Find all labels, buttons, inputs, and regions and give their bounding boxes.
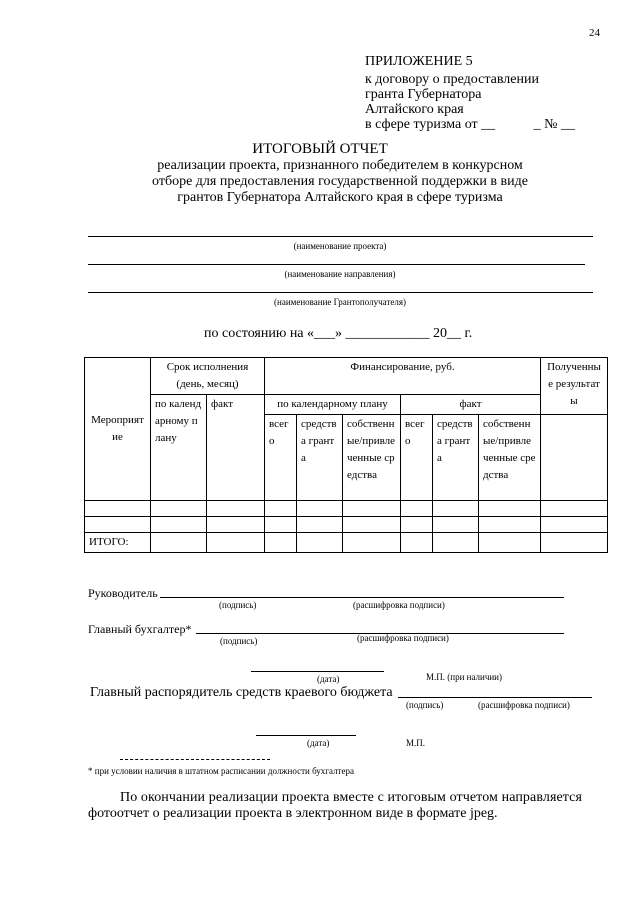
direction-name-line[interactable] — [88, 264, 585, 265]
footnote-separator — [120, 759, 270, 760]
header-term: Срок исполнения (день, месяц) — [151, 358, 265, 395]
project-name-line[interactable] — [88, 236, 593, 237]
head-signature-line[interactable] — [160, 597, 564, 598]
footnote: * при условии наличия в штатном расписании должности бухгалтера — [88, 766, 354, 776]
date-caption-2: (дата) — [307, 738, 330, 748]
report-title: ИТОГОВЫЙ ОТЧЕТ — [252, 141, 388, 157]
recipient-name-line[interactable] — [88, 292, 593, 293]
report-table — [84, 357, 608, 553]
appendix-line1: к договору о предоставлении — [365, 72, 539, 87]
header-funding: Финансирование, руб. — [265, 358, 541, 395]
project-name-caption: (наименование проекта) — [293, 241, 387, 251]
closing-line-2: фотоотчет о реализации проекта в электронном виде в формате jpeg. — [88, 806, 498, 821]
budget-manager-decode-caption: (расшифровка подписи) — [478, 700, 570, 710]
direction-name-caption: (наименование направления) — [284, 269, 396, 279]
table-row — [85, 501, 608, 517]
header-fact-own: собственные/привлеченные средства — [479, 415, 541, 501]
header-fact-term: факт — [207, 395, 265, 501]
appendix-line2: гранта Губернатора — [365, 87, 482, 102]
budget-manager-label: Главный распорядитель средств краевого бюджета — [90, 685, 393, 700]
header-plan-funding: по календарному плану — [265, 395, 401, 415]
status-line: по состоянию на «___» ____________ 20__ г. — [204, 326, 473, 341]
head-decode-caption: (расшифровка подписи) — [353, 600, 445, 610]
total-row — [85, 533, 608, 553]
header-event: Мероприятие — [85, 358, 151, 501]
header-plan-term: по календарному плану — [151, 395, 207, 501]
stamp-if-available: М.П. (при наличии) — [426, 672, 502, 682]
budget-manager-sign-caption: (подпись) — [406, 700, 444, 710]
date-caption-1: (дата) — [317, 674, 340, 684]
header-plan-grant: средства гранта — [297, 415, 343, 501]
head-sign-caption: (подпись) — [219, 600, 257, 610]
stamp-label: М.П. — [406, 738, 426, 748]
header-fact-total: всего — [401, 415, 433, 501]
recipient-name-caption: (наименование Грантополучателя) — [274, 297, 406, 307]
header-plan-total: всего — [265, 415, 297, 501]
page-number: 24 — [589, 27, 600, 39]
head-label: Руководитель — [88, 586, 158, 600]
report-subtitle-3: грантов Губернатора Алтайского края в сфере туризма — [177, 190, 503, 205]
header-results-cont — [541, 415, 608, 501]
header-results: Полученные результаты — [541, 358, 608, 415]
header-fact-funding: факт — [401, 395, 541, 415]
appendix-line4: в сфере туризма от __ _ № __ — [365, 117, 576, 132]
header-plan-own: собственные/привлеченные средства — [343, 415, 401, 501]
accountant-label: Главный бухгалтер* — [88, 622, 192, 636]
accountant-sign-caption: (подпись) — [220, 636, 258, 646]
report-subtitle-1: реализации проекта, признанного победителем в конкурсном — [157, 158, 523, 173]
date-line-2[interactable] — [256, 735, 356, 736]
closing-line-1: По окончании реализации проекта вместе с итоговым отчетом направляется — [120, 790, 583, 805]
accountant-decode-caption: (расшифровка подписи) — [357, 633, 449, 643]
date-line-1[interactable] — [251, 671, 384, 672]
report-subtitle-2: отборе для предоставления государственной поддержки в виде — [152, 174, 528, 189]
header-fact-grant: средства гранта — [433, 415, 479, 501]
budget-manager-signature-line[interactable] — [398, 697, 592, 698]
appendix-title: ПРИЛОЖЕНИЕ 5 — [365, 54, 473, 69]
total-label: ИТОГО: — [85, 533, 151, 553]
appendix-line3: Алтайского края — [365, 102, 464, 117]
table-row — [85, 517, 608, 533]
